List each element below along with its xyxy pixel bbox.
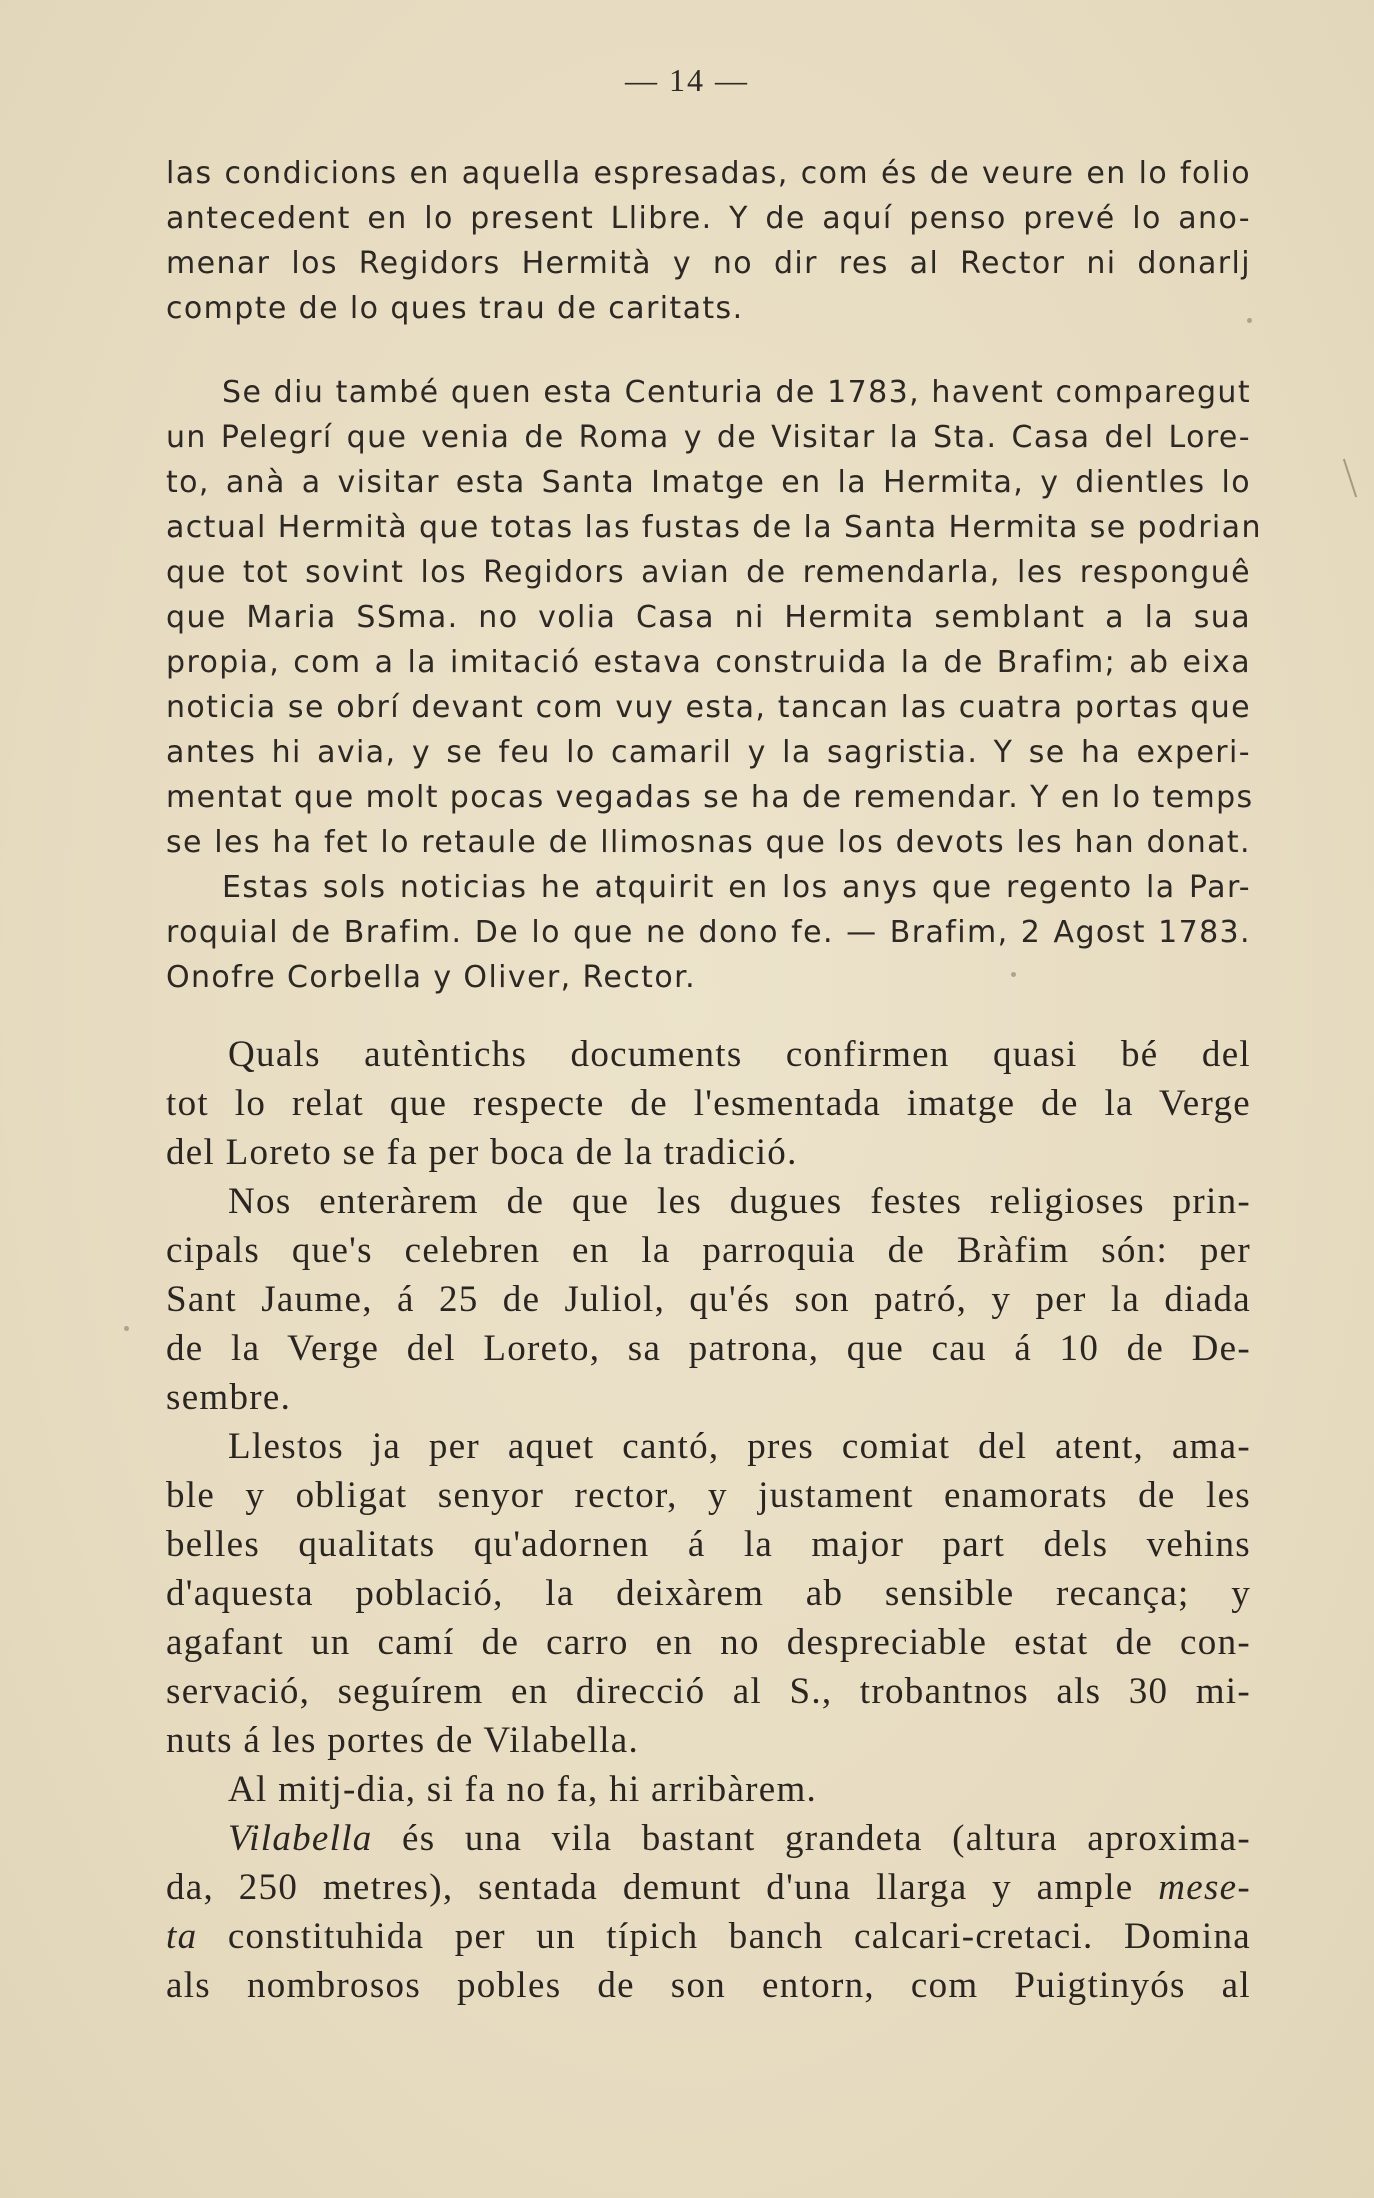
text-line: Llestos ja per aquet cantó, pres comiat del atent, ama- bbox=[228, 1426, 1251, 1467]
text-line: tot lo relat que respecte de l'esmentada imatge de la Verge bbox=[166, 1083, 1251, 1124]
term-meseta-part2: ta bbox=[166, 1916, 198, 1957]
quoted-document-part-1 bbox=[166, 151, 1251, 331]
text-line: cipals que's celebren en la parroquia de Bràfim són: per bbox=[166, 1230, 1251, 1271]
text-fragment: constituhida per un típich banch calcari-cretaci. Domina bbox=[227, 1916, 1251, 1957]
text-line: als nombrosos pobles de son entorn, com Puigtinyós al bbox=[166, 1965, 1251, 2006]
text-line: Al mitj-dia, si fa no fa, hi arribàrem. bbox=[228, 1769, 818, 1810]
page-number: — 14 — bbox=[625, 62, 749, 98]
text-line: Nos enteràrem de que les dugues festes religioses prin- bbox=[228, 1181, 1251, 1222]
text-line bbox=[166, 1863, 1251, 1912]
narrative-text bbox=[166, 1030, 1251, 2010]
quote-line: mentat que molt pocas vegadas se ha de remendar. Y en lo temps bbox=[166, 780, 1254, 815]
quote-line: compte de lo ques trau de caritats. bbox=[166, 291, 744, 326]
text-line: nuts á les portes de Vilabella. bbox=[166, 1720, 640, 1761]
paper-speck bbox=[124, 1326, 129, 1331]
quote-line: Estas sols noticias he atquirit en los anys que regento la Par- bbox=[222, 870, 1251, 905]
text-line: sembre. bbox=[166, 1377, 292, 1418]
quote-line: se les ha fet lo retaule de llimosnas que los devots les han donat. bbox=[166, 825, 1251, 860]
text-line bbox=[166, 1814, 1251, 1863]
text-line: belles qualitats qu'adornen á la major part dels vehins bbox=[166, 1524, 1251, 1565]
place-name-vilabella: Vilabella bbox=[228, 1818, 373, 1859]
text-fragment: és una vila bastant grandeta (altura aproxima- bbox=[402, 1818, 1251, 1859]
quote-line: actual Hermità que totas las fustas de la Santa Hermita se podrian bbox=[166, 510, 1262, 545]
quote-line: Se diu també quen esta Centuria de 1783, havent comparegut bbox=[222, 375, 1251, 410]
text-line: Sant Jaume, á 25 de Juliol, qu'és son patró, y per la diada bbox=[166, 1279, 1251, 1320]
text-line: d'aquesta població, la deixàrem ab sensible recança; y bbox=[166, 1573, 1251, 1614]
quote-line: noticia se obrí devant com vuy esta, tancan las cuatra portas que bbox=[166, 690, 1251, 725]
quote-line: las condicions en aquella espresadas, com és de veure en lo folio bbox=[166, 156, 1251, 191]
text-line: de la Verge del Loreto, sa patrona, que cau á 10 de De- bbox=[166, 1328, 1251, 1369]
quote-line: propia, com a la imitació estava construida la de Brafim; ab eixa bbox=[166, 645, 1251, 680]
text-line: agafant un camí de carro en no despreciable estat de con- bbox=[166, 1622, 1251, 1663]
quote-signature: Onofre Corbella y Oliver, Rector. bbox=[166, 960, 697, 995]
paper-mark bbox=[1343, 459, 1357, 498]
quote-line: menar los Regidors Hermità y no dir res al Rector ni donarlj bbox=[166, 246, 1251, 281]
quote-line: to, anà a visitar esta Santa Imatge en la Hermita, y dientles lo bbox=[166, 465, 1251, 500]
quote-line: que Maria SSma. no volia Casa ni Hermita semblant a la sua bbox=[166, 600, 1251, 635]
term-meseta-part1: mese- bbox=[1158, 1867, 1251, 1908]
quoted-document-part-2 bbox=[166, 370, 1262, 1000]
text-line: del Loreto se fa per boca de la tradició. bbox=[166, 1132, 798, 1173]
paper-speck bbox=[1011, 972, 1016, 977]
text-line: ble y obligat senyor rector, y justament enamorats de les bbox=[166, 1475, 1251, 1516]
text-fragment: da, 250 metres), sentada demunt d'una llarga y ample bbox=[166, 1867, 1134, 1908]
quote-line: antes hi avia, y se feu lo camaril y la sagristia. Y se ha experi- bbox=[166, 735, 1251, 770]
text-line: servació, seguírem en direcció al S., trobantnos als 30 mi- bbox=[166, 1671, 1251, 1712]
quote-line: roquial de Brafim. De lo que ne dono fe. — Brafim, 2 Agost 1783. bbox=[166, 915, 1251, 950]
quote-line: un Pelegrí que venia de Roma y de Visitar la Sta. Casa del Lore- bbox=[166, 420, 1251, 455]
paper-speck bbox=[1247, 318, 1252, 323]
quote-line: antecedent en lo present Llibre. Y de aquí penso prevé lo ano- bbox=[166, 201, 1251, 236]
text-line bbox=[166, 1912, 1251, 1961]
text-line: Quals autèntichs documents confirmen quasi bé del bbox=[228, 1034, 1251, 1075]
quote-line: que tot sovint los Regidors avian de remendarla, les responguê bbox=[166, 555, 1251, 590]
